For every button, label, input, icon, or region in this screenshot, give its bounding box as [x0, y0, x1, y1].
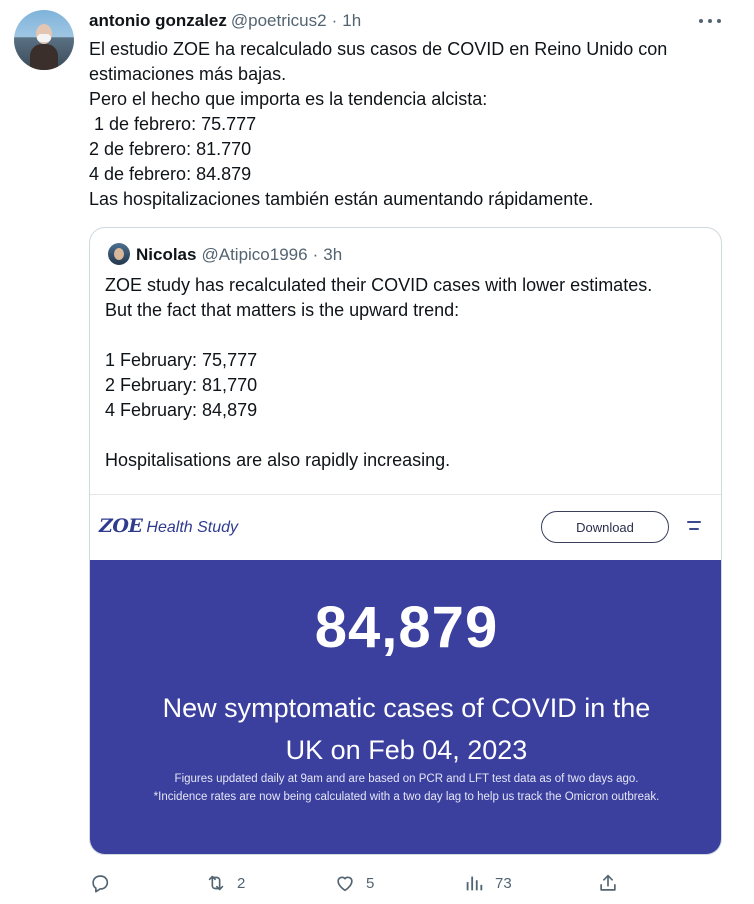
reply-icon — [89, 872, 111, 894]
quote-text-line: 4 February: 84,879 — [105, 400, 258, 420]
zoe-logo-mark: ZOE — [99, 515, 143, 537]
heart-icon — [334, 872, 356, 894]
zoe-stats-panel — [90, 560, 722, 855]
tweet-time[interactable]: 1h — [342, 11, 362, 30]
author-handle[interactable]: @poetricus2 — [230, 11, 327, 30]
fine-print-line: Figures updated daily at 9am and are based on PCR and LFT test data as of two days ago. — [174, 773, 639, 785]
views-count: 73 — [495, 874, 512, 892]
tweet-text-line: 2 de febrero: 81.770 — [89, 139, 252, 159]
more-dot — [717, 19, 721, 23]
quote-time: 3h — [323, 245, 343, 264]
menu-line — [687, 521, 701, 523]
zoe-logo-text: Health Study — [146, 519, 239, 536]
tweet-text-line: El estudio ZOE ha recalculado sus casos de COVID en Reino Unido con — [89, 39, 668, 59]
share-icon — [597, 872, 619, 894]
quote-text-line — [105, 323, 705, 348]
fine-print-line: *Incidence rates are now being calculated with a two day lag to help us track the Omicron outbreak. — [153, 791, 660, 803]
views-icon — [463, 872, 485, 894]
tweet-text-line: 1 de febrero: 75.777 — [89, 114, 257, 134]
quote-text-line: ZOE study has recalculated their COVID cases with lower estimates. — [105, 275, 653, 295]
like-count: 5 — [366, 874, 375, 892]
tweet-text-line: estimaciones más bajas. — [89, 64, 287, 84]
fine-print — [90, 770, 722, 806]
case-count: 84,879 — [314, 595, 499, 660]
download-button: Download — [541, 511, 669, 543]
quote-avatar-face — [114, 248, 124, 260]
quote-text-line: But the fact that matters is the upward trend: — [105, 300, 460, 320]
headline-line: New symptomatic cases of COVID in the — [162, 693, 651, 723]
avatar-body — [30, 44, 58, 70]
like-button[interactable] — [334, 868, 374, 898]
action-bar — [89, 868, 729, 898]
tweet-text — [89, 37, 729, 212]
quote-avatar[interactable] — [108, 243, 130, 265]
retweet-count: 2 — [237, 874, 246, 892]
separator-dot: · — [331, 11, 338, 30]
tweet-text-line: Pero el hecho que importa es la tendencia alcista: — [89, 89, 488, 109]
quote-author-handle: @Atipico1996 — [201, 245, 308, 264]
quoted-tweet[interactable] — [89, 227, 722, 855]
zoe-image-header — [90, 494, 722, 560]
avatar[interactable] — [14, 10, 74, 70]
quote-header — [136, 245, 342, 265]
headline-line: UK on Feb 04, 2023 — [285, 735, 528, 765]
views-button[interactable] — [463, 868, 512, 898]
quote-text-line: 1 February: 75,777 — [105, 350, 258, 370]
quote-author-name: Nicolas — [136, 245, 197, 264]
quote-text-line — [105, 423, 705, 448]
author-name[interactable]: antonio gonzalez — [89, 11, 227, 30]
avatar-mask — [37, 34, 51, 42]
quote-text-line: 2 February: 81,770 — [105, 375, 258, 395]
quote-separator-dot: · — [312, 245, 319, 264]
more-dot — [708, 19, 712, 23]
tweet-header — [89, 11, 361, 33]
quote-text-line: Hospitalisations are also rapidly increasing. — [105, 450, 451, 470]
tweet-text-line: 4 de febrero: 84.879 — [89, 164, 252, 184]
quote-text — [105, 273, 705, 473]
zoe-logo — [99, 515, 238, 537]
share-button[interactable] — [597, 868, 619, 898]
more-options-icon[interactable] — [699, 10, 721, 32]
more-dot — [699, 19, 703, 23]
retweet-icon — [205, 872, 227, 894]
menu-line — [689, 528, 699, 530]
reply-button[interactable] — [89, 868, 111, 898]
menu-icon — [687, 521, 701, 531]
retweet-button[interactable] — [205, 868, 245, 898]
case-headline — [90, 687, 722, 771]
tweet-text-line: Las hospitalizaciones también están aumentando rápidamente. — [89, 189, 594, 209]
